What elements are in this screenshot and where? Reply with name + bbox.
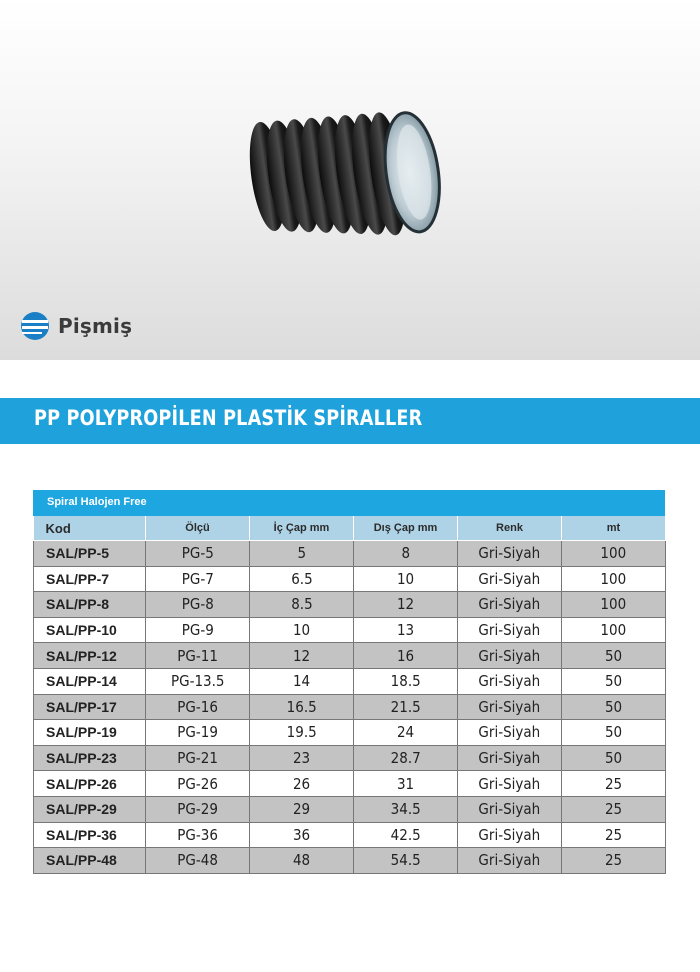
cell-ic-cap-text: 23 xyxy=(292,749,311,768)
table-row xyxy=(34,771,666,797)
cell-ic-cap-text: 48 xyxy=(292,851,311,870)
cell-renk-text: Gri-Siyah xyxy=(478,774,541,793)
cell-mt-text: 25 xyxy=(604,800,623,819)
cell-mt-text: 50 xyxy=(604,697,623,716)
cell-ic-cap xyxy=(250,592,354,618)
cell-olcu-text: PG-7 xyxy=(181,569,214,588)
cell-dis-cap xyxy=(354,771,458,797)
cell-mt xyxy=(562,822,666,848)
cell-renk xyxy=(458,643,562,669)
cell-mt xyxy=(562,566,666,592)
cell-olcu xyxy=(146,848,250,874)
cell-mt xyxy=(562,771,666,797)
cell-ic-cap xyxy=(250,694,354,720)
cell-kod: SAL/PP-29 xyxy=(34,796,146,822)
cell-olcu xyxy=(146,592,250,618)
cell-olcu xyxy=(146,643,250,669)
cell-ic-cap xyxy=(250,541,354,567)
cell-mt-text: 100 xyxy=(600,569,627,588)
table-row xyxy=(34,668,666,694)
cell-mt xyxy=(562,643,666,669)
cell-dis-cap-text: 24 xyxy=(396,723,415,742)
cell-dis-cap-text: 31 xyxy=(396,774,415,793)
cell-olcu-text: PG-13.5 xyxy=(170,672,225,691)
cell-olcu xyxy=(146,668,250,694)
cell-ic-cap xyxy=(250,668,354,694)
cell-kod: SAL/PP-19 xyxy=(34,720,146,746)
cell-renk xyxy=(458,541,562,567)
cell-dis-cap-text: 13 xyxy=(396,621,415,640)
cell-dis-cap xyxy=(354,796,458,822)
cell-renk-text: Gri-Siyah xyxy=(478,672,541,691)
table-row xyxy=(34,848,666,874)
page-title: PP POLYPROPİLEN PLASTİK SPİRALLER xyxy=(34,406,423,430)
header-kod: Kod xyxy=(34,516,146,541)
cell-ic-cap-text: 10 xyxy=(292,621,311,640)
cell-dis-cap xyxy=(354,643,458,669)
table-caption-bar xyxy=(33,490,665,516)
cell-olcu-text: PG-48 xyxy=(177,851,218,870)
cell-ic-cap-text: 19.5 xyxy=(286,723,317,742)
cell-ic-cap-text: 5 xyxy=(297,544,306,563)
cell-dis-cap xyxy=(354,541,458,567)
cell-renk xyxy=(458,617,562,643)
cell-kod: SAL/PP-8 xyxy=(34,592,146,618)
cell-mt-text: 50 xyxy=(604,723,623,742)
cell-renk xyxy=(458,566,562,592)
cell-kod: SAL/PP-5 xyxy=(34,541,146,567)
pismis-logo-icon xyxy=(20,311,50,341)
table-row xyxy=(34,592,666,618)
cell-olcu-text: PG-11 xyxy=(177,646,218,665)
cell-kod: SAL/PP-14 xyxy=(34,668,146,694)
table-row xyxy=(34,720,666,746)
brand-logo xyxy=(20,311,132,341)
cell-olcu xyxy=(146,822,250,848)
cell-dis-cap xyxy=(354,848,458,874)
cell-kod: SAL/PP-26 xyxy=(34,771,146,797)
cell-kod: SAL/PP-12 xyxy=(34,643,146,669)
spec-table-container xyxy=(33,490,665,874)
cell-mt xyxy=(562,668,666,694)
cell-renk xyxy=(458,668,562,694)
cell-mt xyxy=(562,592,666,618)
cell-renk xyxy=(458,822,562,848)
cell-dis-cap xyxy=(354,720,458,746)
cell-dis-cap xyxy=(354,822,458,848)
table-body xyxy=(34,541,666,874)
cell-olcu xyxy=(146,796,250,822)
cell-olcu-text: PG-8 xyxy=(181,595,214,614)
cell-dis-cap-text: 10 xyxy=(396,569,415,588)
cell-kod: SAL/PP-36 xyxy=(34,822,146,848)
cell-mt-text: 25 xyxy=(604,774,623,793)
cell-mt-text: 100 xyxy=(600,595,627,614)
cell-kod: SAL/PP-10 xyxy=(34,617,146,643)
cell-ic-cap-text: 26 xyxy=(292,774,311,793)
table-row xyxy=(34,745,666,771)
cell-dis-cap-text: 8 xyxy=(401,544,410,563)
cell-dis-cap-text: 54.5 xyxy=(390,851,421,870)
cell-mt xyxy=(562,720,666,746)
cell-mt xyxy=(562,796,666,822)
cell-olcu xyxy=(146,720,250,746)
cell-dis-cap-text: 16 xyxy=(396,646,415,665)
cell-kod: SAL/PP-23 xyxy=(34,745,146,771)
cell-dis-cap xyxy=(354,566,458,592)
cell-olcu xyxy=(146,694,250,720)
header-ic-cap: İç Çap mm xyxy=(250,516,354,541)
cell-kod: SAL/PP-48 xyxy=(34,848,146,874)
table-row xyxy=(34,694,666,720)
table-header-row xyxy=(34,516,666,541)
cell-renk-text: Gri-Siyah xyxy=(478,825,541,844)
header-mt: mt xyxy=(562,516,666,541)
cell-olcu-text: PG-21 xyxy=(177,749,218,768)
cell-ic-cap-text: 36 xyxy=(292,825,311,844)
cell-renk-text: Gri-Siyah xyxy=(478,595,541,614)
cell-ic-cap xyxy=(250,617,354,643)
brand-name: Pişmiş xyxy=(58,314,133,338)
cell-renk-text: Gri-Siyah xyxy=(478,749,541,768)
cell-renk-text: Gri-Siyah xyxy=(478,646,541,665)
cell-renk xyxy=(458,745,562,771)
table-row xyxy=(34,643,666,669)
cell-olcu xyxy=(146,771,250,797)
table-row xyxy=(34,566,666,592)
cell-olcu xyxy=(146,541,250,567)
spiral-conduit-image xyxy=(240,95,460,255)
cell-dis-cap-text: 18.5 xyxy=(390,672,421,691)
cell-renk-text: Gri-Siyah xyxy=(478,621,541,640)
cell-renk xyxy=(458,694,562,720)
cell-dis-cap xyxy=(354,694,458,720)
hero-banner xyxy=(0,0,700,360)
cell-ic-cap-text: 12 xyxy=(292,646,311,665)
cell-renk-text: Gri-Siyah xyxy=(478,723,541,742)
cell-ic-cap-text: 29 xyxy=(292,800,311,819)
cell-renk xyxy=(458,771,562,797)
cell-dis-cap-text: 28.7 xyxy=(390,749,421,768)
cell-ic-cap xyxy=(250,720,354,746)
table-row xyxy=(34,541,666,567)
cell-mt-text: 50 xyxy=(604,749,623,768)
cell-ic-cap xyxy=(250,848,354,874)
cell-kod: SAL/PP-17 xyxy=(34,694,146,720)
header-dis-cap: Dış Çap mm xyxy=(354,516,458,541)
cell-renk-text: Gri-Siyah xyxy=(478,800,541,819)
cell-renk xyxy=(458,592,562,618)
cell-renk-text: Gri-Siyah xyxy=(478,697,541,716)
table-row xyxy=(34,822,666,848)
cell-ic-cap-text: 8.5 xyxy=(290,595,313,614)
cell-renk-text: Gri-Siyah xyxy=(478,544,541,563)
cell-olcu-text: PG-5 xyxy=(181,544,214,563)
cell-olcu-text: PG-16 xyxy=(177,697,218,716)
cell-mt xyxy=(562,617,666,643)
cell-ic-cap-text: 14 xyxy=(292,672,311,691)
cell-mt-text: 100 xyxy=(600,544,627,563)
cell-renk xyxy=(458,720,562,746)
cell-dis-cap-text: 12 xyxy=(396,595,415,614)
cell-ic-cap-text: 16.5 xyxy=(286,697,317,716)
cell-renk-text: Gri-Siyah xyxy=(478,569,541,588)
cell-olcu-text: PG-19 xyxy=(177,723,218,742)
table-caption: Spiral Halojen Free xyxy=(47,496,147,508)
cell-mt-text: 100 xyxy=(600,621,627,640)
cell-renk-text: Gri-Siyah xyxy=(478,851,541,870)
cell-mt-text: 25 xyxy=(604,851,623,870)
cell-ic-cap-text: 6.5 xyxy=(290,569,313,588)
table-row xyxy=(34,796,666,822)
cell-ic-cap xyxy=(250,822,354,848)
cell-ic-cap xyxy=(250,771,354,797)
spec-table xyxy=(33,516,666,874)
cell-dis-cap-text: 21.5 xyxy=(390,697,421,716)
cell-ic-cap xyxy=(250,566,354,592)
cell-olcu xyxy=(146,617,250,643)
cell-ic-cap xyxy=(250,643,354,669)
cell-olcu xyxy=(146,566,250,592)
table-row xyxy=(34,617,666,643)
cell-ic-cap xyxy=(250,796,354,822)
cell-ic-cap xyxy=(250,745,354,771)
cell-mt-text: 25 xyxy=(604,825,623,844)
cell-dis-cap xyxy=(354,668,458,694)
cell-kod: SAL/PP-7 xyxy=(34,566,146,592)
header-renk: Renk xyxy=(458,516,562,541)
cell-olcu-text: PG-29 xyxy=(177,800,218,819)
cell-mt xyxy=(562,541,666,567)
cell-renk xyxy=(458,796,562,822)
cell-mt-text: 50 xyxy=(604,646,623,665)
cell-dis-cap xyxy=(354,592,458,618)
cell-olcu-text: PG-26 xyxy=(177,774,218,793)
header-olcu: Ölçü xyxy=(146,516,250,541)
cell-mt xyxy=(562,745,666,771)
cell-olcu-text: PG-9 xyxy=(181,621,214,640)
cell-renk xyxy=(458,848,562,874)
cell-dis-cap-text: 34.5 xyxy=(390,800,421,819)
cell-olcu xyxy=(146,745,250,771)
cell-mt xyxy=(562,694,666,720)
cell-mt xyxy=(562,848,666,874)
cell-dis-cap-text: 42.5 xyxy=(390,825,421,844)
cell-olcu-text: PG-36 xyxy=(177,825,218,844)
cell-mt-text: 50 xyxy=(604,672,623,691)
title-band xyxy=(0,398,700,444)
cell-dis-cap xyxy=(354,745,458,771)
cell-dis-cap xyxy=(354,617,458,643)
